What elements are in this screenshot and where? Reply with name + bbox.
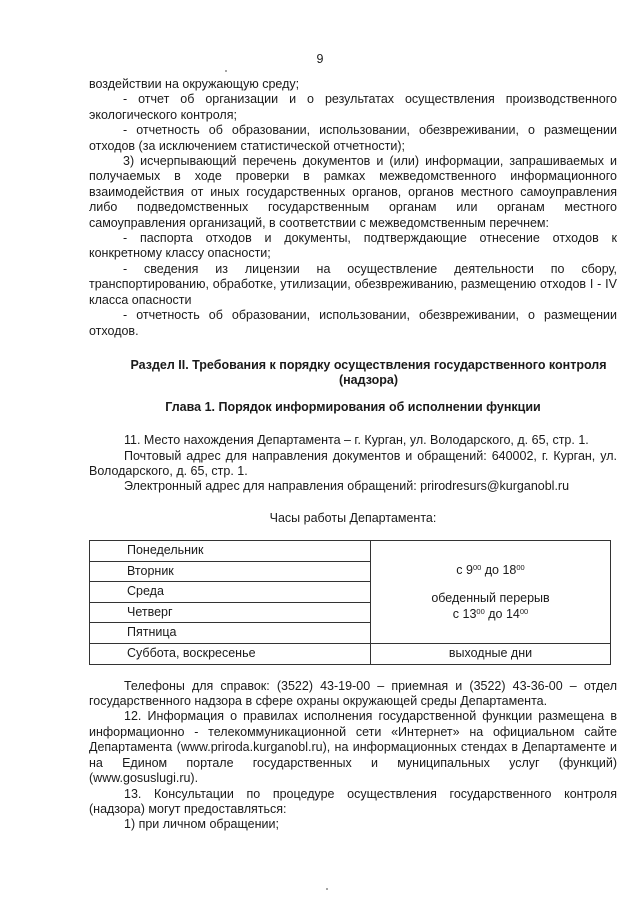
work-to-minutes: 00 bbox=[516, 562, 525, 572]
paragraph: 3) исчерпывающий перечень документов и (или) информации, запрашиваемых и получаемых в ходе проверки в рамках межведомственного информационного взаимодействия от иных государственных органов, органов местного самоуправления либо подведомственных государственным органам или органам местного самоуправления организаций, в соответствии с межведомственным перечнем: bbox=[89, 154, 617, 230]
work-time bbox=[371, 562, 610, 578]
hours-title: Часы работы Департамента: bbox=[269, 510, 437, 525]
paragraph: воздействии на окружающую среду; bbox=[89, 77, 300, 91]
paragraphs-bottom bbox=[89, 679, 617, 833]
table-row bbox=[90, 541, 611, 562]
work-hours-cell bbox=[371, 541, 611, 644]
page-number: 9 bbox=[316, 52, 324, 66]
weekend-value-cell: выходные дни bbox=[371, 643, 611, 664]
page-content bbox=[89, 77, 617, 833]
work-from-minutes: 00 bbox=[472, 562, 482, 572]
paragraph: Электронный адрес для направления обращений: prirodresurs@kurganobl.ru bbox=[124, 479, 570, 494]
day-cell: Понедельник bbox=[90, 541, 371, 562]
lunch-from-minutes: 00 bbox=[476, 606, 485, 616]
lunch-from: с 13 bbox=[452, 606, 477, 621]
paragraph: - отчетность об образовании, использовании, обезвреживании, о размещении отходов. bbox=[89, 308, 617, 338]
chapter-heading: Глава 1. Порядок информирования об исполнении функции bbox=[165, 399, 541, 414]
paragraph: Почтовый адрес для направления документов и обращений: 640002, г. Курган, ул. Володарского, д. 65, стр. 1. bbox=[89, 448, 617, 478]
paragraphs-top bbox=[89, 77, 617, 339]
work-to: до 18 bbox=[481, 562, 517, 577]
paragraph: 12. Информация о правилах исполнения государственной функции размещена в информационно - телекоммуникационной сети «Интернет» на официальном сайте Департамента (www.priroda.kurganobl.ru), на информационных стендах в Департаменте и на Едином портале государственных и муниципальных услуг (функций) (www.gosuslugi.ru). bbox=[89, 709, 617, 786]
paragraph: - сведения из лицензии на осуществление деятельности по сбору, транспортированию, обработке, утилизации, обезвреживанию, размещению отходов I - IV класса опасности bbox=[89, 261, 617, 307]
lunch-to: до 14 bbox=[484, 606, 520, 621]
section-heading: Раздел II. Требования к порядку осуществления государственного контроля (надзора) bbox=[130, 357, 607, 388]
lunch-time bbox=[371, 606, 610, 622]
lunch-to-minutes: 00 bbox=[519, 606, 529, 616]
paragraph: 1) при личном обращении; bbox=[124, 817, 279, 832]
paragraph: - отчет об организации и о результатах осуществления производственного экологического контроля; bbox=[89, 92, 617, 122]
paragraph: - отчетность об образовании, использовании, обезвреживании, о размещении отходов (за исключением статистической отчетности); bbox=[89, 123, 617, 153]
paragraph: 11. Место нахождения Департамента – г. Курган, ул. Володарского, д. 65, стр. 1. bbox=[124, 433, 589, 448]
day-cell: Вторник bbox=[90, 561, 371, 582]
paragraph: Телефоны для справок: (3522) 43-19-00 – приемная и (3522) 43-36-00 – отдел государственного надзора в сфере охраны окружающей среды Департамента. bbox=[89, 678, 617, 709]
work-hours-table bbox=[89, 540, 611, 665]
day-cell: Четверг bbox=[90, 602, 371, 623]
paragraph: - паспорта отходов и документы, подтверждающие отнесение отходов к конкретному классу опасности; bbox=[89, 231, 617, 261]
weekend-days-cell: Суббота, воскресенье bbox=[90, 643, 371, 664]
address-block bbox=[89, 433, 617, 495]
paragraph: 13. Консультации по процедуре осуществления государственного контроля (надзора) могут предоставляться: bbox=[89, 786, 617, 816]
work-from: с 9 bbox=[456, 562, 473, 577]
lunch-label: обеденный перерыв bbox=[431, 590, 550, 605]
day-cell: Среда bbox=[90, 582, 371, 603]
scan-speck bbox=[225, 70, 227, 72]
table-row bbox=[90, 643, 611, 664]
day-cell: Пятница bbox=[90, 623, 371, 644]
scan-speck bbox=[326, 888, 328, 890]
